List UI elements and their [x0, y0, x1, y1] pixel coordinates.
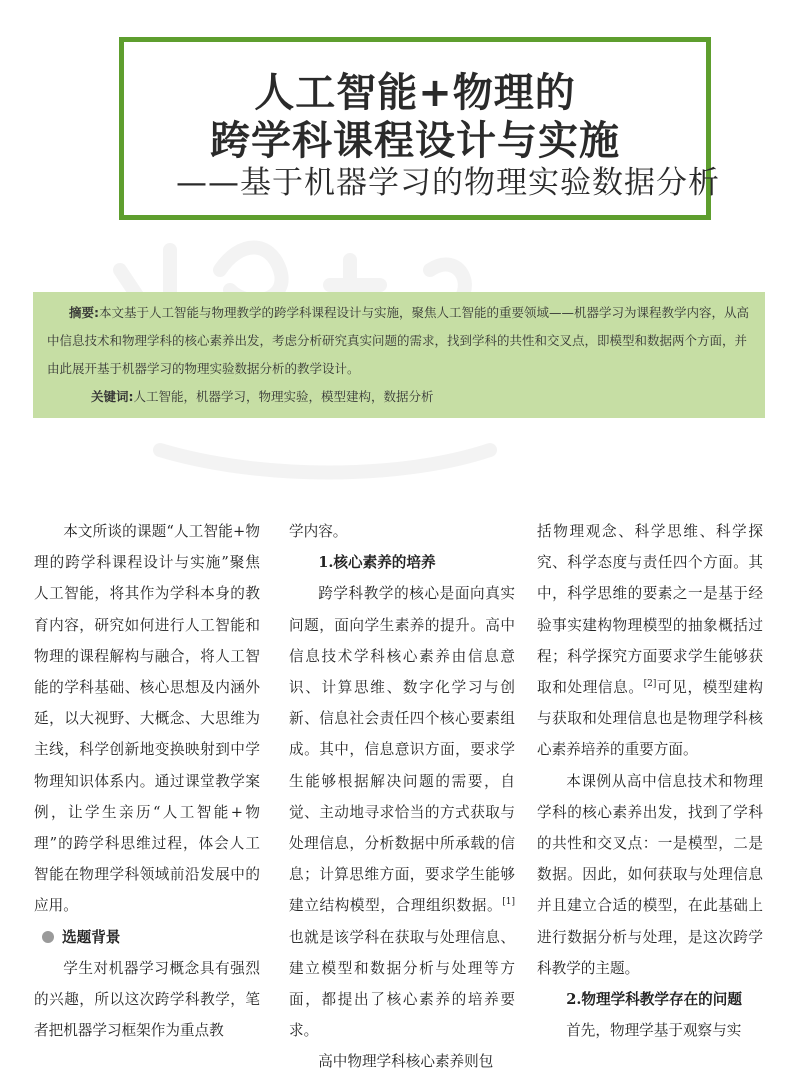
paragraph-text: 括物理观念、科学思维、科学探究、科学态度与责任四个方面。其中，科学思维的要素之一是基于经验事实建构物理模型的抽象概括过程；科学探究方面要求学生能够获取和处理信息。: [537, 523, 763, 697]
section-heading-text: 选题背景: [62, 928, 121, 946]
subheading-core-literacy: 1.核心素养的培养: [318, 554, 436, 572]
reference-mark: [2]: [643, 679, 657, 690]
abstract-label: 摘要:: [69, 305, 99, 320]
paragraph-text: 也就是该学科在获取与处理信息、建立模型和数据分析与处理等方面，都提出了核心素养的培养要求。: [289, 928, 515, 1040]
abstract-paragraph: [47, 299, 757, 383]
title-line-2: 跨学科课程设计与实施: [210, 118, 620, 164]
continuation-paragraph: 学内容。: [289, 523, 348, 540]
course-theme-paragraph: 本课例从高中信息技术和物理学科的核心素养出发，找到了学科的共性和交叉点：一是模型，二是数据。因此，如何获取与处理信息并且建立合适的模型，在此基础上进行数据分析与处理，是这次跨学科教学的主题。: [537, 772, 763, 977]
core-literacy-paragraph: [289, 578, 515, 1046]
paragraph-text: 可见，模型建构与获取和处理信息也是物理学科核心素养培养的重要方面。: [537, 679, 763, 759]
abstract-box: [33, 292, 765, 418]
paragraph-text: 跨学科教学的核心是面向真实问题，面向学生素养的提升。高中信息技术学科核心素养由信息意识、计算思维、数字化学习与创新、信息社会责任四个核心要素组成。其中，信息意识方面，要求学生能够根据解决问题的需要，自觉、主动地寻求恰当的方式获取与处理信息，分析数据中所承载的信息；计算思维方面，要求学生能够建立结构模型，合理组织数据。: [289, 585, 515, 915]
title-box: [119, 37, 720, 220]
keywords-label: 关键词:: [91, 389, 134, 404]
reference-mark: [1]: [502, 897, 515, 908]
column-3: [537, 516, 763, 1046]
physics-literacy-continuation: [537, 516, 763, 766]
subtitle: ——基于机器学习的物理实验数据分析: [176, 165, 720, 201]
intro-paragraph: 本文所谈的课题“人工智能+物理的跨学科课程设计与实施”聚焦人工智能，将其作为学科本身的教育内容，研究如何进行人工智能和物理的课程解构与融合，将人工智能的学科基础、核心思想及内涵外延，以大视野、大概念、大思维为主线，科学创新地变换映射到中学物理知识体系内。通过课堂教学案例，让学生亲历“人工智能+物理”的跨学科思维过程，体会人工智能在物理学科领域前沿发展中的应用。: [34, 523, 260, 915]
column-2: [289, 516, 515, 1078]
keywords-line: [47, 383, 757, 411]
problems-paragraph: 首先，物理学基于观察与实: [566, 1022, 742, 1040]
subheading-physics-problems: 2.物理学科教学存在的问题: [566, 991, 742, 1009]
physics-literacy-paragraph: 高中物理学科核心素养则包: [318, 1053, 494, 1071]
section-heading: [34, 922, 260, 953]
keywords-text: 人工智能，机器学习，物理实验，模型建构，数据分析: [133, 389, 434, 404]
background-paragraph: 学生对机器学习概念具有强烈的兴趣，所以这次跨学科教学，笔者把机器学习框架作为重点教: [34, 959, 260, 1040]
title-line-1: 人工智能+物理的: [254, 70, 576, 116]
abstract-text: 本文基于人工智能与物理教学的跨学科课程设计与实施，聚焦人工智能的重要领域——机器学习为课程教学内容，从高中信息技术和物理学科的核心素养出发，考虑分析研究真实问题的需求，找到学科的共性和交叉点，即模型和数据两个方面，并由此展开基于机器学习的物理实验数据分析的教学设计。: [47, 305, 750, 376]
column-1: [34, 516, 260, 1046]
bullet-icon: [42, 931, 54, 943]
